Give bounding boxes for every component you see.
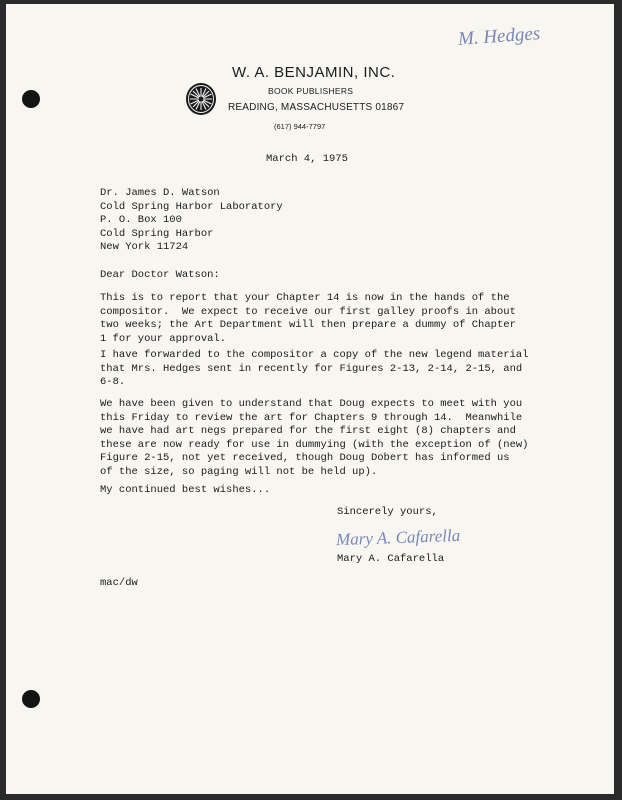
- letter-page: [6, 4, 614, 794]
- recipient-line: Cold Spring Harbor: [100, 227, 214, 240]
- recipient-address: [100, 187, 283, 271]
- body-line: I have forwarded to the compositor a copy of the new legend material: [100, 349, 529, 361]
- body-line: we have had art negs prepared for the first eight (8) chapters and: [100, 425, 516, 437]
- salutation: Dear Doctor Watson:: [100, 269, 220, 281]
- punch-hole-bottom: [22, 690, 40, 708]
- valediction: Sincerely yours,: [337, 506, 438, 518]
- signature: Mary A. Cafarella: [335, 525, 461, 550]
- body-line: of the size, so paging will not be held up).: [100, 465, 378, 478]
- body-line: 6-8.: [100, 376, 126, 388]
- signer-name: Mary A. Cafarella: [337, 553, 445, 565]
- closing-wish: My continued best wishes...: [100, 484, 271, 496]
- body-line: two weeks; the Art Department will then prepare a dummy of Chapter: [100, 319, 516, 331]
- company-phone: (617) 944-7797: [274, 122, 326, 131]
- recipient-line: New York 11724: [100, 241, 189, 253]
- body-line: this Friday to review the art for Chapters 9 through 14. Meanwhile: [100, 411, 523, 424]
- letter-date: March 4, 1975: [266, 153, 348, 165]
- body-line: 1 for your approval.: [100, 332, 227, 345]
- publisher-logo-icon: [184, 82, 218, 116]
- handwritten-annotation: M. Hedges: [457, 23, 541, 50]
- punch-hole-top: [22, 90, 40, 108]
- body-line: This is to report that your Chapter 14 is now in the hands of the: [100, 292, 510, 304]
- company-address: READING, MASSACHUSETTS 01867: [228, 102, 405, 113]
- body-line: compositor. We expect to receive our first galley proofs in about: [100, 305, 516, 318]
- body-line: We have been given to understand that Doug expects to meet with you: [100, 398, 523, 410]
- reference-initials: mac/dw: [100, 577, 138, 589]
- recipient-line: Dr. James D. Watson: [100, 187, 220, 199]
- recipient-line: P. O. Box 100: [100, 214, 182, 226]
- body-line: that Mrs. Hedges sent in recently for Figures 2-13, 2-14, 2-15, and: [100, 362, 523, 375]
- body-line: these are now ready for use in dummying (with the exception of (new): [100, 438, 529, 451]
- recipient-line: Cold Spring Harbor Laboratory: [100, 200, 283, 213]
- company-division: BOOK PUBLISHERS: [268, 86, 354, 96]
- body-line: Figure 2-15, not yet received, though Doug Dobert has informed us: [100, 452, 510, 464]
- company-name: W. A. BENJAMIN, INC.: [232, 64, 396, 81]
